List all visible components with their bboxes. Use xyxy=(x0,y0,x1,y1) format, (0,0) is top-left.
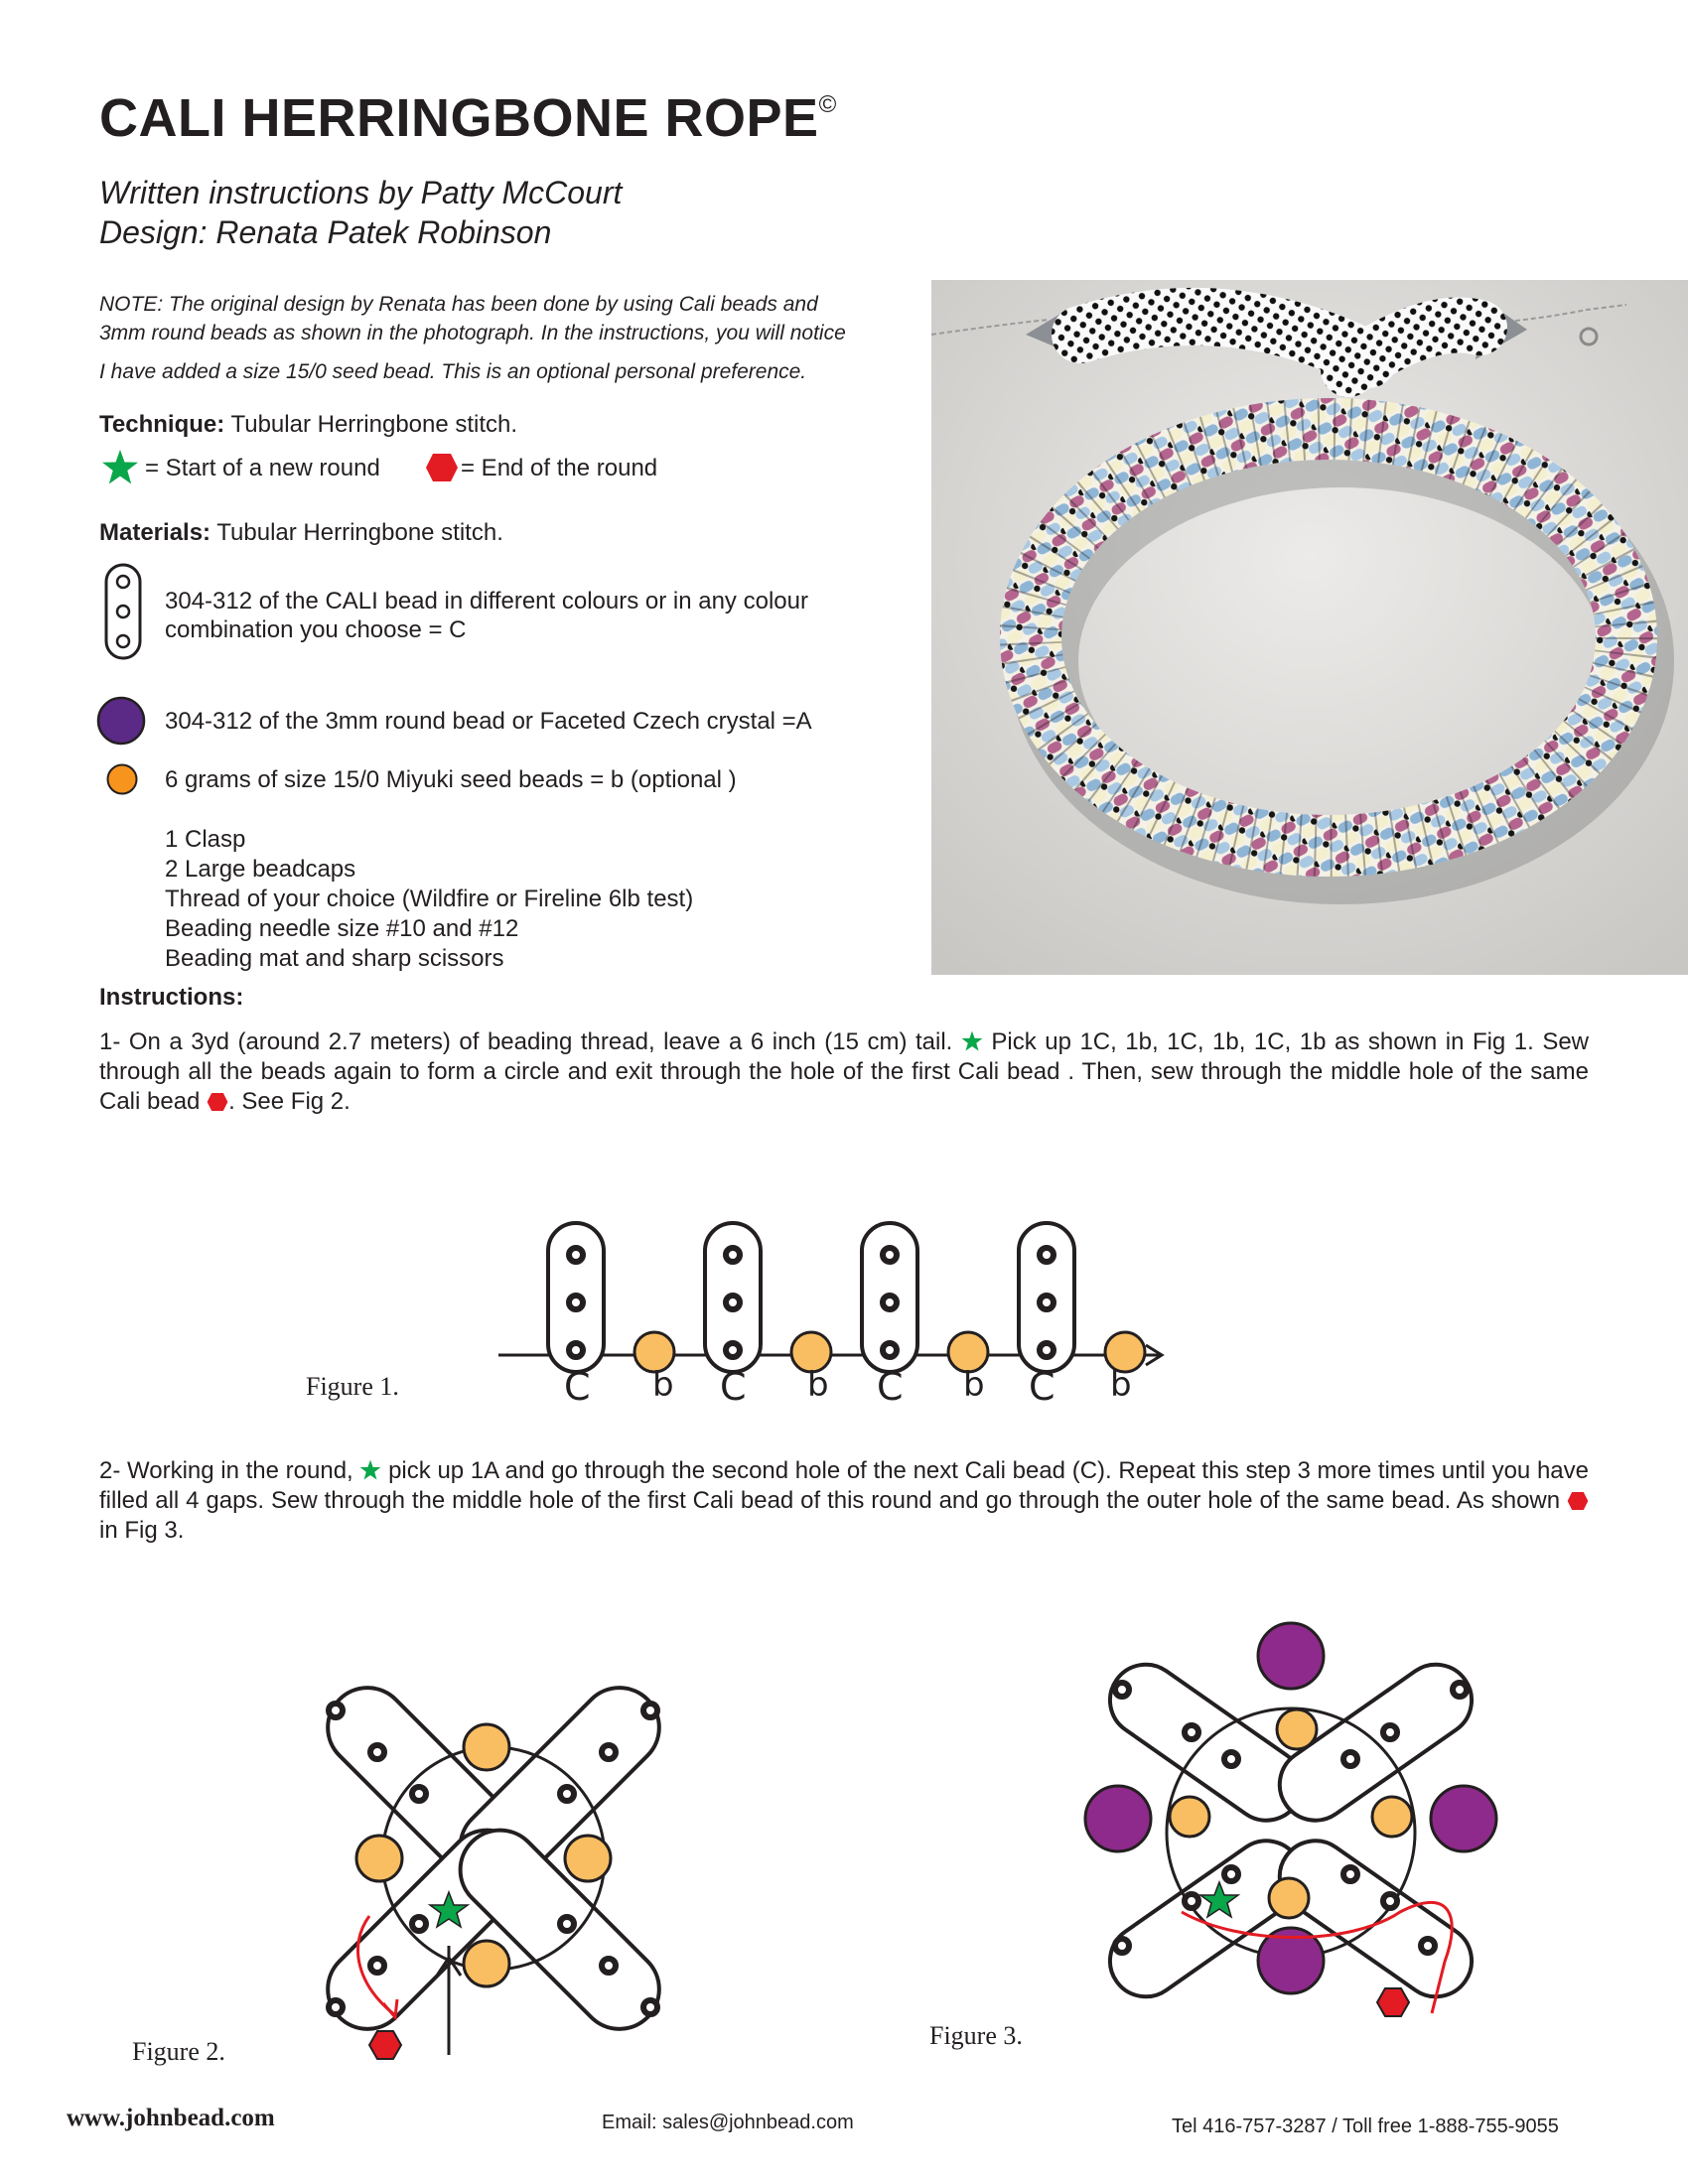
byline-design: Design: Renata Patek Robinson xyxy=(99,214,552,250)
red-hexagon-icon xyxy=(425,453,459,482)
figure-1-label: b xyxy=(807,1365,829,1405)
figure-1-label: C xyxy=(1029,1365,1055,1409)
figure-1-label: b xyxy=(652,1365,674,1405)
note-line-3: I have added a size 15/0 seed bead. This is an optional personal preference. xyxy=(99,360,807,383)
bead-hole xyxy=(569,1343,583,1357)
step-2-text-c: in Fig 3. xyxy=(99,1517,185,1544)
round-bead-icon xyxy=(95,695,147,747)
bead-hole xyxy=(569,1248,583,1262)
green-star-icon xyxy=(101,449,139,486)
figure-2-diagram xyxy=(288,1648,705,2065)
copyright-mark: © xyxy=(818,91,837,118)
materials-item: 2 Large beadcaps xyxy=(165,856,356,883)
materials-value: Tubular Herringbone stitch. xyxy=(216,519,503,546)
bead-hole xyxy=(1040,1248,1054,1262)
bead-hole xyxy=(883,1248,897,1262)
necklace-photo xyxy=(931,280,1688,975)
figure-1-label: C xyxy=(720,1365,747,1409)
legend-start-text: = Start of a new round xyxy=(145,455,380,481)
figure-3-caption: Figure 3. xyxy=(929,2021,1023,2050)
materials-line xyxy=(99,519,503,547)
technique-line xyxy=(99,411,517,439)
materials-item: Beading mat and sharp scissors xyxy=(165,945,504,972)
figure-2-caption: Figure 2. xyxy=(132,2037,225,2066)
step-1-text-b: Pick up 1C, 1b, 1C, 1b, 1C, 1b as shown in Fig 1. Sew through all the beads again to form a circle and exit through the hole of the first Cali bead . Then, sew through the middle hole of the same Cali bead xyxy=(99,1028,1590,1115)
materials-item: 1 Clasp xyxy=(165,826,246,853)
step-2-text-a: 2- Working in the round, xyxy=(99,1457,360,1484)
figure-1-caption: Figure 1. xyxy=(306,1372,399,1401)
bead-hole xyxy=(726,1248,740,1262)
figure-3-diagram xyxy=(1072,1618,1509,2055)
footer-website[interactable]: www.johnbead.com xyxy=(67,2105,275,2131)
seed-bead-line: 6 grams of size 15/0 Miyuki seed beads = b (optional ) xyxy=(165,766,737,793)
cali-bead-line-2: combination you choose = C xyxy=(165,616,467,643)
figure-1-labels xyxy=(487,1365,1182,1425)
instructions-heading: Instructions: xyxy=(99,984,244,1011)
bead-hole xyxy=(726,1296,740,1309)
step-2-paragraph xyxy=(99,1456,1589,1546)
bead-hole xyxy=(883,1296,897,1309)
figure-1-label: C xyxy=(877,1365,904,1409)
round-bead-line: 304-312 of the 3mm round bead or Faceted Czech crystal =A xyxy=(165,708,812,735)
start-star-icon xyxy=(359,1459,381,1481)
materials-item: Thread of your choice (Wildfire or Fireline 6lb test) xyxy=(165,886,694,912)
end-hexagon-icon xyxy=(1567,1491,1589,1511)
byline-written: Written instructions by Patty McCourt xyxy=(99,175,623,210)
step-1-text-c: . See Fig 2. xyxy=(228,1088,351,1115)
technique-label: Technique: xyxy=(99,411,225,438)
materials-label: Materials: xyxy=(99,519,211,546)
note-line-2: 3mm round beads as shown in the photograph. In the instructions, you will notice xyxy=(99,322,846,344)
cali-bead-line-1: 304-312 of the CALI bead in different colours or in any colour xyxy=(165,588,808,614)
figure-1-label: b xyxy=(1110,1365,1132,1405)
bead-hole xyxy=(1040,1296,1054,1309)
bead-hole xyxy=(1040,1343,1054,1357)
bead-hole xyxy=(883,1343,897,1357)
end-hexagon-icon xyxy=(207,1092,228,1112)
step-1-text-a: 1- On a 3yd (around 2.7 meters) of beading thread, leave a 6 inch (15 cm) tail. xyxy=(99,1028,961,1055)
technique-value: Tubular Herringbone stitch. xyxy=(230,411,518,438)
footer-phone: Tel 416-757-3287 / Toll free 1-888-755-9055 xyxy=(1172,2116,1559,2137)
materials-item: Beading needle size #10 and #12 xyxy=(165,915,519,942)
seed-bead-icon xyxy=(105,762,139,796)
bead-hole xyxy=(726,1343,740,1357)
page-title: CALI HERRINGBONE ROPE© xyxy=(99,88,837,148)
step-2-text-b: pick up 1A and go through the second hole of the next Cali bead (C). Repeat this step 3 more times until you have filled all 4 gaps. Sew through the middle hole of the first Cali bead of this round and go through the outer hole of the same bead. As shown xyxy=(99,1457,1589,1514)
start-star-icon xyxy=(961,1030,983,1052)
figure-1-label: C xyxy=(564,1365,591,1409)
cali-bead-icon xyxy=(103,562,143,661)
note-line-1: NOTE: The original design by Renata has been done by using Cali beads and xyxy=(99,293,818,316)
figure-1-label: b xyxy=(963,1365,985,1405)
footer-email[interactable]: Email: sales@johnbead.com xyxy=(602,2112,854,2133)
bead-hole xyxy=(569,1296,583,1309)
legend-end-text: = End of the round xyxy=(461,455,658,481)
step-1-paragraph xyxy=(99,1027,1589,1117)
